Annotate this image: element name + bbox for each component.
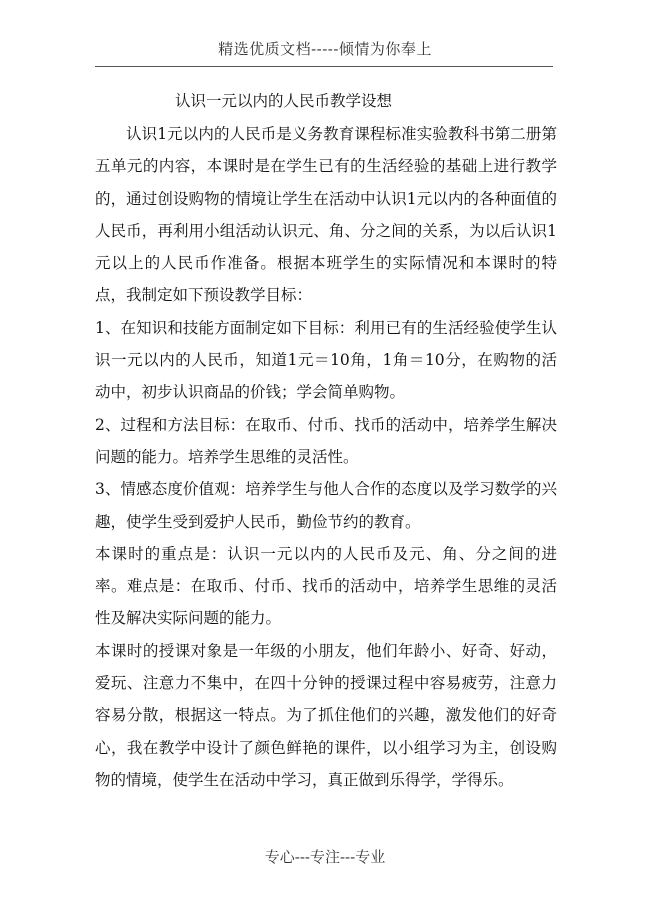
key-points-paragraph: 本课时的重点是：认识一元以内的人民币及元、角、分之间的进率。难点是：在取币、付币、找币的活动中，培养学生思维的灵活性及解决实际问题的能力。 — [95, 544, 557, 628]
page-footer: 专心---专注---专业 — [264, 848, 386, 866]
goal-process-paragraph: 2、过程和方法目标：在取币、付币、找币的活动中，培养学生解决问题的能力。培养学生思维的灵活性。 — [95, 415, 557, 466]
document-title: 认识一元以内的人民币教学设想 — [175, 92, 393, 110]
goal-emotion-paragraph: 3、情感态度价值观：培养学生与他人合作的态度以及学习数学的兴趣，使学生受到爱护人民币，勤俭节约的教育。 — [95, 480, 557, 531]
intro-paragraph: 认识1元以内的人民币是义务教育课程标准实验教科书第二册第五单元的内容，本课时是在学生已有的生活经验的基础上进行教学的，通过创设购物的情境让学生在活动中认识1元以内的各种面值的人民币，再利用小组活动认识元、角、分之间的关系，为以后认识1元以上的人民币作准备。根据本班学生的实际情况和本课时的特点，我制定如下预设教学目标： — [95, 125, 557, 305]
header-divider — [95, 66, 553, 67]
page-header: 精选优质文档-----倾情为你奉上 — [218, 40, 432, 58]
document-body — [95, 88, 557, 796]
goal-knowledge-paragraph: 1、在知识和技能方面制定如下目标：利用已有的生活经验使学生认识一元以内的人民币，知道1元＝10角，1角＝10分，在购物的活动中，初步认识商品的价钱；学会简单购物。 — [95, 318, 557, 402]
audience-paragraph: 本课时的授课对象是一年级的小朋友，他们年龄小、好奇、好动，爱玩、注意力不集中，在四十分钟的授课过程中容易疲劳，注意力容易分散，根据这一特点。为了抓住他们的兴趣，激发他们的好奇心，我在教学中设计了颜色鲜艳的课件，以小组学习为主，创设购物的情境，使学生在活动中学习，真正做到乐得学，学得乐。 — [95, 641, 557, 789]
